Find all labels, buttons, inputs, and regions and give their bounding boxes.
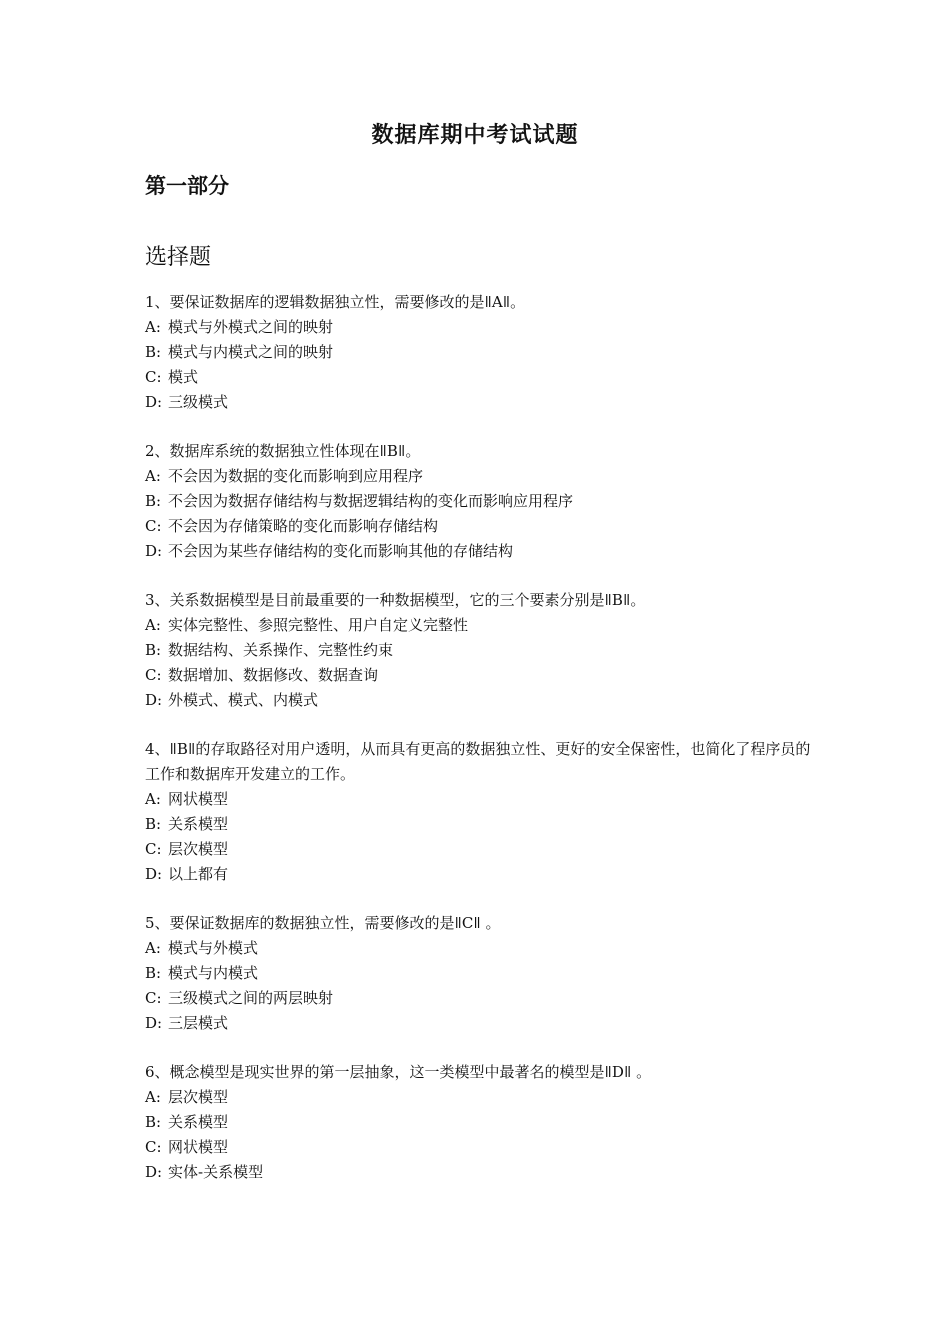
option-d <box>145 1011 815 1036</box>
option-text: 外模式、模式、内模式 <box>168 691 319 709</box>
option-text: 不会因为某些存储结构的变化而影响其他的存储结构 <box>168 542 514 560</box>
option-text: 三级模式之间的两层映射 <box>168 989 334 1007</box>
option-letter: C: <box>145 1138 162 1156</box>
option-b <box>145 961 815 986</box>
option-text: 数据增加、数据修改、数据查询 <box>168 666 379 684</box>
option-text: 数据结构、关系操作、完整性约束 <box>168 641 394 659</box>
option-text: 不会因为存储策略的变化而影响存储结构 <box>168 517 439 535</box>
option-d <box>145 862 815 887</box>
option-a <box>145 787 815 812</box>
option-letter: B: <box>145 343 162 361</box>
option-text: 模式与内模式之间的映射 <box>168 343 334 361</box>
option-letter: D: <box>145 865 163 883</box>
option-text: 实体完整性、参照完整性、用户自定义完整性 <box>168 616 469 634</box>
option-text: 不会因为数据存储结构与数据逻辑结构的变化而影响应用程序 <box>168 492 574 510</box>
option-c <box>145 514 815 539</box>
document-title: 数据库期中考试试题 <box>371 123 579 148</box>
option-letter: A: <box>145 939 161 957</box>
question-5 <box>145 911 815 1036</box>
question-1 <box>145 290 815 415</box>
option-text: 三层模式 <box>168 1014 229 1032</box>
option-d <box>145 688 815 713</box>
option-a <box>145 464 815 489</box>
option-letter: A: <box>145 616 161 634</box>
option-text: 模式与外模式之间的映射 <box>168 318 334 336</box>
option-letter: B: <box>145 492 162 510</box>
option-text: 层次模型 <box>168 840 229 858</box>
option-letter: C: <box>145 989 162 1007</box>
option-text: 关系模型 <box>168 815 229 833</box>
option-d <box>145 390 815 415</box>
option-text: 模式与内模式 <box>168 964 259 982</box>
option-letter: A: <box>145 467 161 485</box>
option-letter: C: <box>145 840 162 858</box>
option-text: 关系模型 <box>168 1113 229 1131</box>
question-2 <box>145 439 815 564</box>
option-letter: C: <box>145 666 162 684</box>
option-letter: D: <box>145 542 163 560</box>
option-letter: B: <box>145 1113 162 1131</box>
part-heading: 第一部分 <box>145 174 229 198</box>
option-text: 以上都有 <box>168 865 229 883</box>
option-letter: D: <box>145 1014 163 1032</box>
option-letter: A: <box>145 318 161 336</box>
question-text: 5、要保证数据库的数据独立性，需要修改的是ǁCǁ 。 <box>145 914 501 932</box>
option-a <box>145 315 815 340</box>
option-a <box>145 1085 815 1110</box>
option-text: 实体-关系模型 <box>168 1163 264 1181</box>
option-b <box>145 638 815 663</box>
question-3 <box>145 588 815 713</box>
option-letter: A: <box>145 1088 161 1106</box>
option-c <box>145 663 815 688</box>
option-letter: B: <box>145 964 162 982</box>
question-text: 4、ǁBǁ的存取路径对用户透明，从而具有更高的数据独立性、更好的安全保密性，也简化了程序员的工作和数据库开发建立的工作。 <box>145 740 811 783</box>
option-a <box>145 936 815 961</box>
option-text: 不会因为数据的变化而影响到应用程序 <box>168 467 424 485</box>
option-d <box>145 539 815 564</box>
option-text: 网状模型 <box>168 1138 229 1156</box>
question-4 <box>145 737 815 887</box>
option-letter: D: <box>145 1163 163 1181</box>
option-letter: B: <box>145 641 162 659</box>
option-b <box>145 340 815 365</box>
section-heading: 选择题 <box>145 245 212 270</box>
option-letter: C: <box>145 517 162 535</box>
question-text: 3、关系数据模型是目前最重要的一种数据模型，它的三个要素分别是ǁBǁ。 <box>145 591 646 609</box>
option-text: 层次模型 <box>168 1088 229 1106</box>
option-c <box>145 365 815 390</box>
option-d <box>145 1160 815 1185</box>
option-text: 三级模式 <box>168 393 229 411</box>
option-letter: B: <box>145 815 162 833</box>
option-b <box>145 489 815 514</box>
question-list <box>145 290 815 1209</box>
option-c <box>145 1135 815 1160</box>
option-b <box>145 1110 815 1135</box>
option-text: 模式与外模式 <box>168 939 259 957</box>
option-text: 模式 <box>168 368 199 386</box>
option-a <box>145 613 815 638</box>
option-letter: A: <box>145 790 161 808</box>
option-letter: D: <box>145 393 163 411</box>
question-text: 1、要保证数据库的逻辑数据独立性，需要修改的是ǁAǁ。 <box>145 293 526 311</box>
option-letter: C: <box>145 368 162 386</box>
question-text: 2、数据库系统的数据独立性体现在ǁBǁ。 <box>145 442 421 460</box>
option-c <box>145 837 815 862</box>
option-text: 网状模型 <box>168 790 229 808</box>
option-b <box>145 812 815 837</box>
question-text: 6、概念模型是现实世界的第一层抽象，这一类模型中最著名的模型是ǁDǁ 。 <box>145 1063 652 1081</box>
option-c <box>145 986 815 1011</box>
option-letter: D: <box>145 691 163 709</box>
question-6 <box>145 1060 815 1185</box>
